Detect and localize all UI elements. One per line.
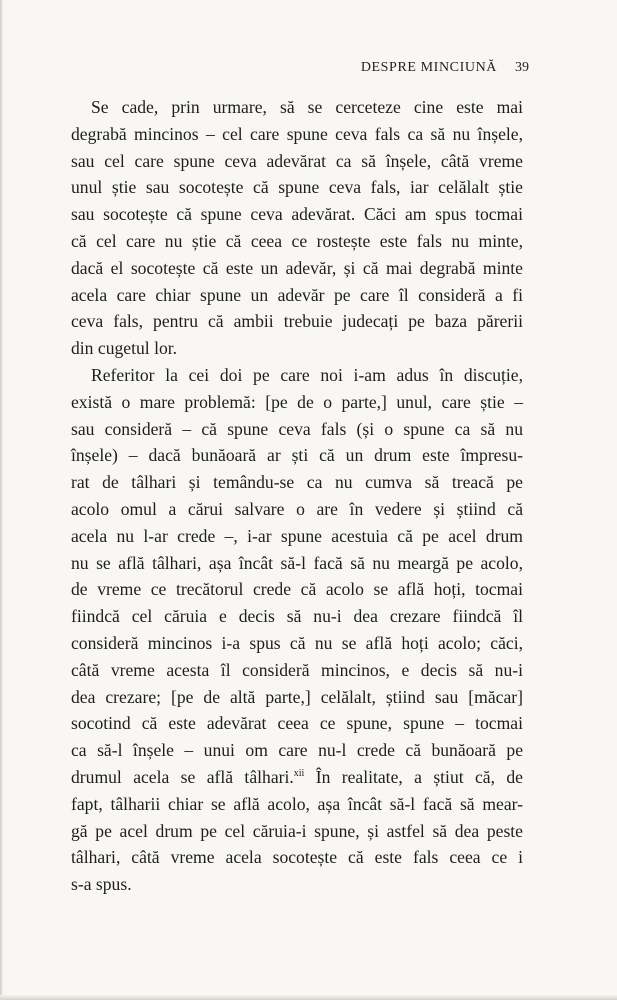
text-line: tâlhari, câtă vreme acela socotește că este fals ceea ce i: [71, 847, 523, 868]
text-line: rat de tâlhari și temându-se ca nu cumva să treacă pe: [71, 472, 523, 493]
text-line: ca să-l înșele – unui om care nu-l crede că bunăoară pe: [71, 740, 523, 761]
running-head: [361, 60, 529, 76]
text-line: degrabă mincinos – cel care spune ceva fals ca să nu înșele,: [71, 123, 523, 144]
text-line: câtă vreme acesta îl consideră mincinos, e decis să nu-i: [71, 659, 523, 680]
text-line: sau socotește că spune ceva adevărat. Căci am spus tocmai: [71, 204, 523, 225]
text-line: înșele) – dacă bunăoară ar ști că un drum este împresu-: [71, 445, 523, 466]
chapter-title: DESPRE MINCIUNĂ: [360, 60, 497, 75]
text-line: unul știe sau socotește că spune ceva fals, iar celălalt știe: [71, 177, 523, 198]
text-line: fapt, tâlharii chiar se află acolo, așa încât să-l facă să mear-: [71, 793, 523, 814]
footnote-marker: xii: [293, 767, 305, 779]
text-line: acolo omul a cărui salvare o are în vedere și știind că: [71, 498, 523, 519]
text-line: gă pe acel drum pe cel căruia-i spune, și astfel să dea peste: [71, 820, 523, 841]
text-line: sau consideră – că spune ceva fals (și o spune ca să nu: [71, 418, 523, 439]
text-line: că cel care nu știe că ceea ce rostește este fals nu minte,: [71, 230, 523, 251]
page-left-shadow: [0, 0, 3, 1000]
page-number: 39: [515, 60, 529, 75]
text-line: Referitor la cei doi pe care noi i-am adus în discuție,: [91, 364, 523, 385]
text-line: dea crezare; [pe de altă parte,] celălalt, știind sau [măcar]: [71, 686, 523, 707]
text-line: consideră mincinos i-a spus că nu se află hoți acolo; căci,: [71, 632, 523, 653]
text-line: acela nu l-ar crede –, i-ar spune acestuia că pe acel drum: [71, 525, 523, 546]
text-line: din cugetul lor.: [71, 338, 178, 359]
text-segment: drumul acela se află tâlhari.: [71, 766, 294, 787]
text-line: de vreme ce trecătorul crede că acolo se află hoți, tocmai: [71, 579, 523, 600]
text-line: s-a spus.: [71, 874, 132, 895]
body-text: [71, 94, 523, 898]
text-line: există o mare problemă: [pe de o parte,] unul, care știe –: [71, 391, 523, 412]
text-segment: În realitate, a știut că, de: [304, 766, 523, 787]
text-line: socotind că este adevărat ceea ce spune, spune – tocmai: [71, 713, 523, 734]
text-line: fiindcă cel căruia e decis să nu-i dea crezare fiindcă îl: [71, 606, 523, 627]
page-bottom-shadow: [0, 995, 617, 1000]
text-line: dacă el socotește că este un adevăr, și că mai degrabă minte: [71, 257, 523, 278]
text-line: ceva fals, pentru că ambii trebuie judecați pe baza părerii: [71, 311, 523, 332]
text-line: Se cade, prin urmare, să se cerceteze cine este mai: [91, 97, 523, 117]
text-line: acela care chiar spune un adevăr pe care îl consideră a fi: [71, 284, 523, 305]
text-line: nu se află tâlhari, așa încât să-l facă să nu meargă pe acolo,: [71, 552, 523, 573]
text-line-with-footnote: [71, 764, 523, 791]
text-line: sau cel care spune ceva adevărat ca să înșele, câtă vreme: [71, 150, 523, 171]
